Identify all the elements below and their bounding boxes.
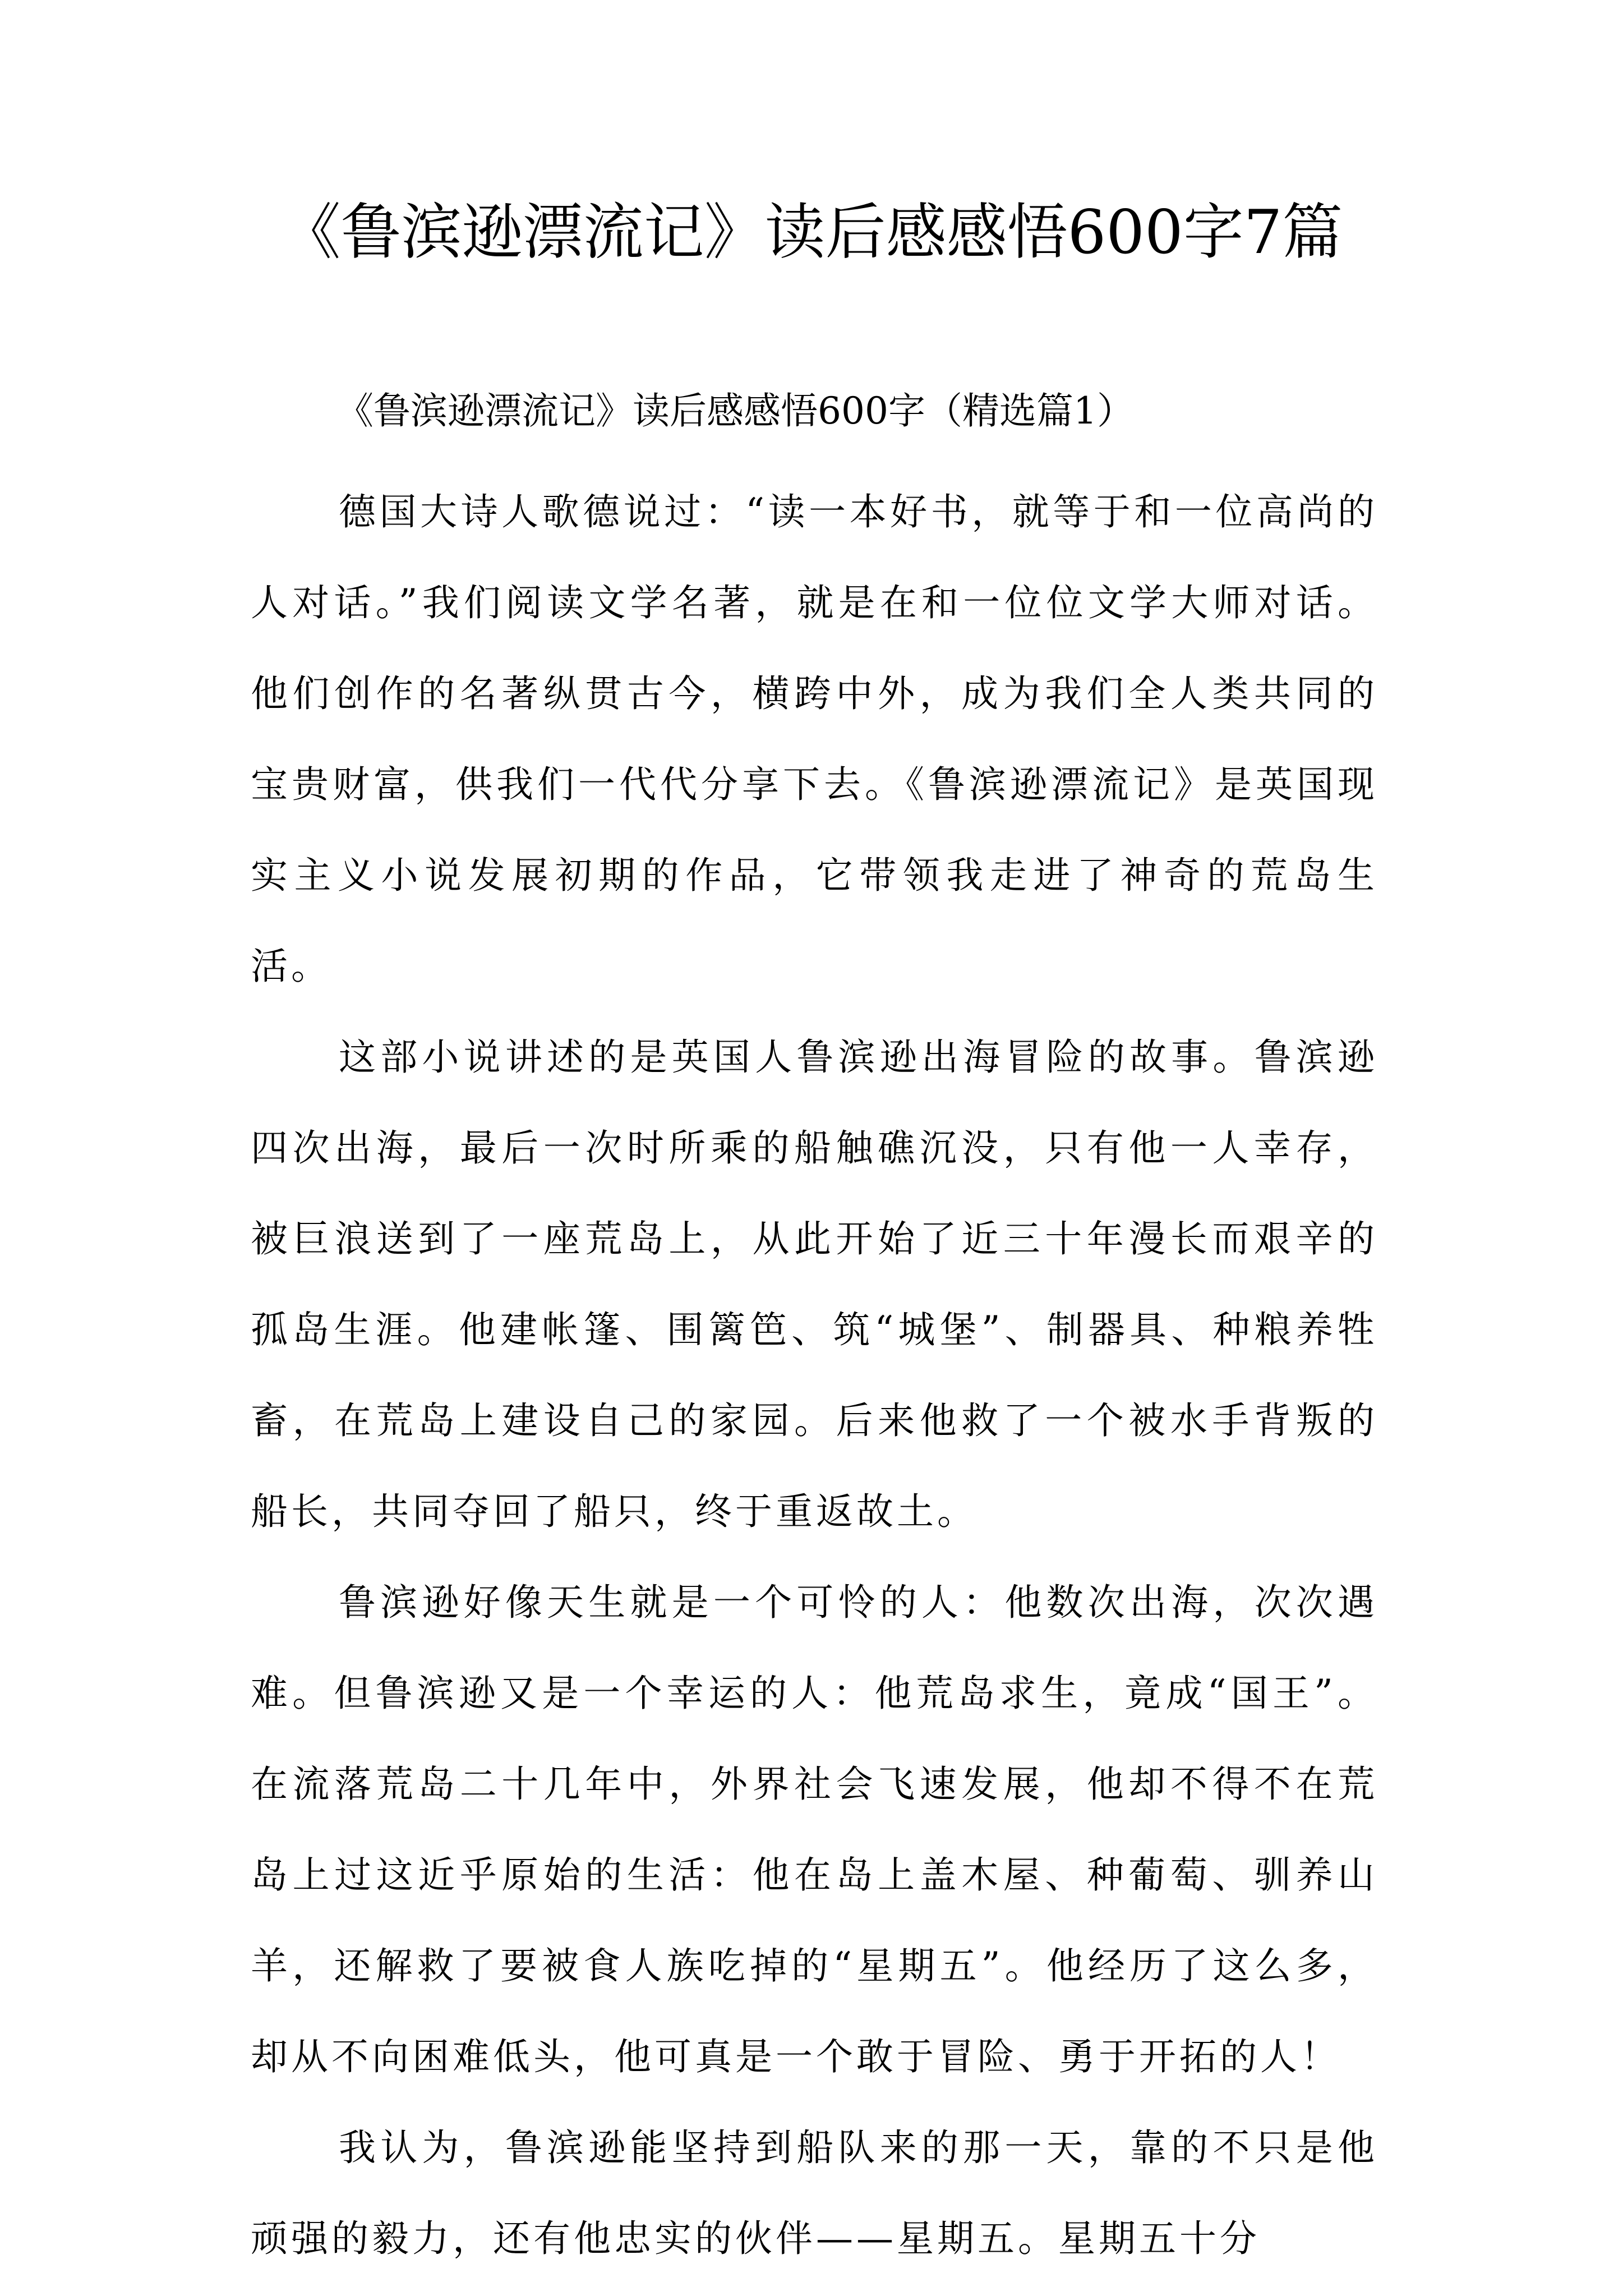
paragraph-2: 这部小说讲述的是英国人鲁滨逊出海冒险的故事。鲁滨逊四次出海，最后一次时所乘的船触礁沉没，只有他一人幸存，被巨浪送到了一座荒岛上，从此开始了近三十年漫长而艰辛的孤岛生涯。他建帐篷、围篱笆、筑“城堡”、制器具、种粮养牲畜，在荒岛上建设自己的家园。后来他救了一个被水手背叛的船长，共同夺回了船只，终于重返故土。 xyxy=(251,1036,1378,1533)
document-body xyxy=(251,467,1378,2284)
document-title: 《鲁滨逊漂流记》读后感感悟600字7篇 xyxy=(280,197,1343,268)
paragraph-1: 德国大诗人歌德说过：“读一本好书，就等于和一位高尚的人对话。”我们阅读文学名著，就是在和一位位文学大师对话。他们创作的名著纵贯古今，横跨中外，成为我们全人类共同的宝贵财富，供我们一代代分享下去。《鲁滨逊漂流记》是英国现实主义小说发展初期的作品，它带领我走进了神奇的荒岛生活。 xyxy=(251,490,1378,988)
paragraph-4: 我认为，鲁滨逊能坚持到船队来的那一天，靠的不只是他顽强的毅力，还有他忠实的伙伴——星期五。星期五十分 xyxy=(251,2126,1378,2260)
paragraph-3: 鲁滨逊好像天生就是一个可怜的人：他数次出海，次次遇难。但鲁滨逊又是一个幸运的人：他荒岛求生，竟成“国王”。在流落荒岛二十几年中，外界社会飞速发展，他却不得不在荒岛上过这近乎原始的生活：他在岛上盖木屋、种葡萄、驯养山羊，还解救了要被食人族吃掉的“星期五”。他经历了这么多，却从不向困难低头，他可真是一个敢于冒险、勇于开拓的人！ xyxy=(251,1581,1378,2078)
section-heading: 《鲁滨逊漂流记》读后感感悟600字（精选篇1） xyxy=(336,389,1134,432)
